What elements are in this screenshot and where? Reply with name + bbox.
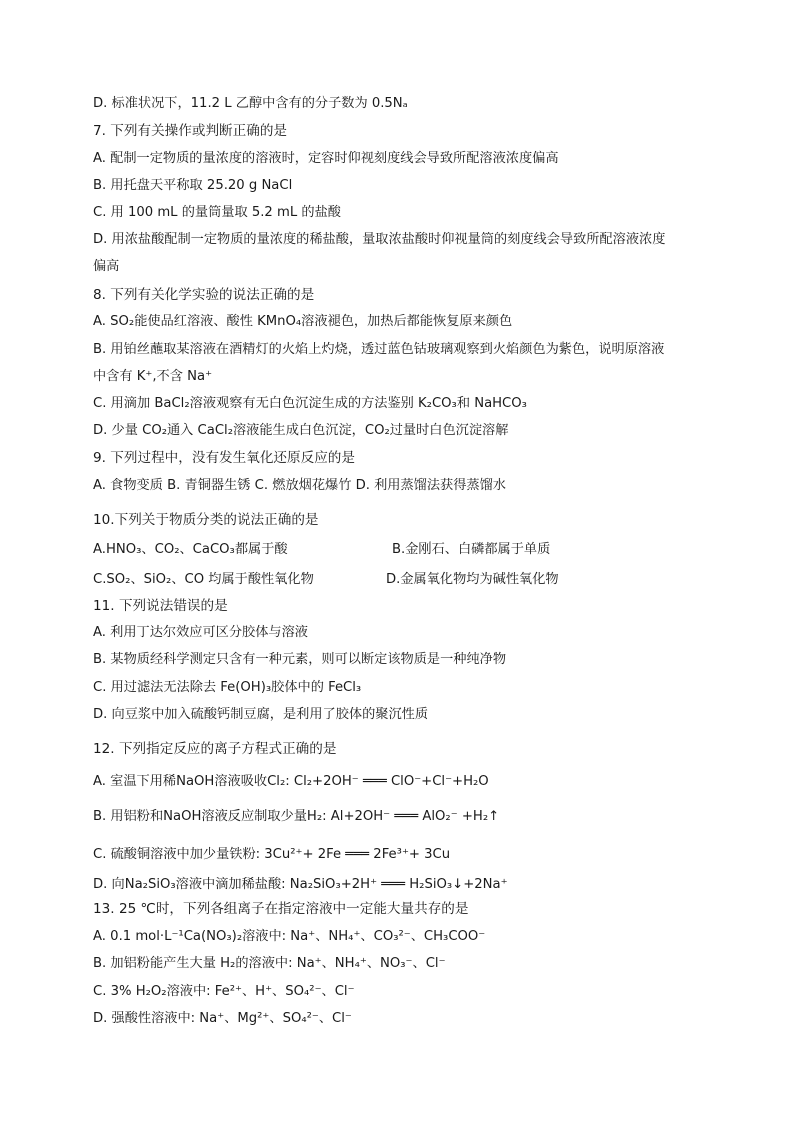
question-8: 8. 下列有关化学实验的说法正确的是 [93, 287, 315, 303]
question-13: 13. 25 ℃时，下列各组离子在指定溶液中一定能大量共存的是 [93, 901, 469, 917]
q13-option-c: C. 3% H₂O₂溶液中: Fe²⁺、H⁺、SO₄²⁻、Cl⁻ [93, 984, 355, 999]
q12-option-b: B. 用铝粉和NaOH溶液反应制取少量H₂: Al+2OH⁻ ═══ AlO₂⁻ +H₂↑ [93, 809, 500, 824]
q7-option-b: B. 用托盘天平称取 25.20 g NaCl [93, 178, 293, 193]
q11-option-a: A. 利用丁达尔效应可区分胶体与溶液 [93, 625, 308, 640]
question-9: 9. 下列过程中，没有发生氧化还原反应的是 [93, 450, 355, 466]
q11-option-c: C. 用过滤法无法除去 Fe(OH)₃胶体中的 FeCl₃ [93, 680, 362, 695]
q11-option-b: B. 某物质经科学测定只含有一种元素，则可以断定该物质是一种纯净物 [93, 652, 507, 667]
q9-options: A. 食物变质 B. 青铜器生锈 C. 燃放烟花爆竹 D. 利用蒸馏法获得蒸馏水 [93, 478, 506, 493]
q6-option-d: D. 标准状况下，11.2 L 乙醇中含有的分子数为 0.5Nₐ [93, 96, 408, 111]
q10-option-c: C.SO₂、SiO₂、CO 均属于酸性氧化物 [93, 572, 314, 587]
q10-option-a: A.HNO₃、CO₂、CaCO₃都属于酸 [93, 542, 288, 557]
q7-option-d: D. 用浓盐酸配制一定物质的量浓度的稀盐酸，量取浓盐酸时仰视量筒的刻度线会导致所配溶液浓度 [93, 232, 666, 247]
q13-option-a: A. 0.1 mol·L⁻¹Ca(NO₃)₂溶液中: Na⁺、NH₄⁺、CO₃²⁻、CH₃COO⁻ [93, 929, 486, 944]
q7-option-d-cont: 偏高 [93, 259, 120, 274]
q10-option-d: D.金属氧化物均为碱性氧化物 [386, 572, 559, 587]
q8-option-b-cont: 中含有 K⁺,不含 Na⁺ [93, 369, 213, 384]
question-7: 7. 下列有关操作或判断正确的是 [93, 123, 288, 139]
q7-option-a: A. 配制一定物质的量浓度的溶液时，定容时仰视刻度线会导致所配溶液浓度偏高 [93, 151, 559, 166]
q7-option-c: C. 用 100 mL 的量筒量取 5.2 mL 的盐酸 [93, 205, 341, 220]
question-12: 12. 下列指定反应的离子方程式正确的是 [93, 741, 337, 757]
q8-option-a: A. SO₂能使品红溶液、酸性 KMnO₄溶液褪色，加热后都能恢复原来颜色 [93, 314, 513, 329]
question-11: 11. 下列说法错误的是 [93, 598, 228, 614]
question-10: 10.下列关于物质分类的说法正确的是 [93, 512, 319, 528]
q8-option-d: D. 少量 CO₂通入 CaCl₂溶液能生成白色沉淀，CO₂过量时白色沉淀溶解 [93, 423, 509, 438]
q8-option-c: C. 用滴加 BaCl₂溶液观察有无白色沉淀生成的方法鉴别 K₂CO₃和 NaHCO₃ [93, 396, 527, 411]
q13-option-d: D. 强酸性溶液中: Na⁺、Mg²⁺、SO₄²⁻、Cl⁻ [93, 1011, 352, 1026]
q12-option-c: C. 硫酸铜溶液中加少量铁粉: 3Cu²⁺+ 2Fe ═══ 2Fe³⁺+ 3Cu [93, 847, 451, 862]
q10-option-b: B.金刚石、白磷都属于单质 [392, 542, 551, 557]
q12-option-d: D. 向Na₂SiO₃溶液中滴加稀盐酸: Na₂SiO₃+2H⁺ ═══ H₂SiO₃↓+2Na⁺ [93, 877, 508, 892]
q13-option-b: B. 加铝粉能产生大量 H₂的溶液中: Na⁺、NH₄⁺、NO₃⁻、Cl⁻ [93, 956, 446, 971]
q8-option-b: B. 用铂丝蘸取某溶液在酒精灯的火焰上灼烧，透过蓝色钴玻璃观察到火焰颜色为紫色，说明原溶液 [93, 342, 665, 357]
q11-option-d: D. 向豆浆中加入硫酸钙制豆腐，是利用了胶体的聚沉性质 [93, 707, 429, 722]
q12-option-a: A. 室温下用稀NaOH溶液吸收Cl₂: Cl₂+2OH⁻ ═══ ClO⁻+Cl⁻+H₂O [93, 774, 489, 789]
